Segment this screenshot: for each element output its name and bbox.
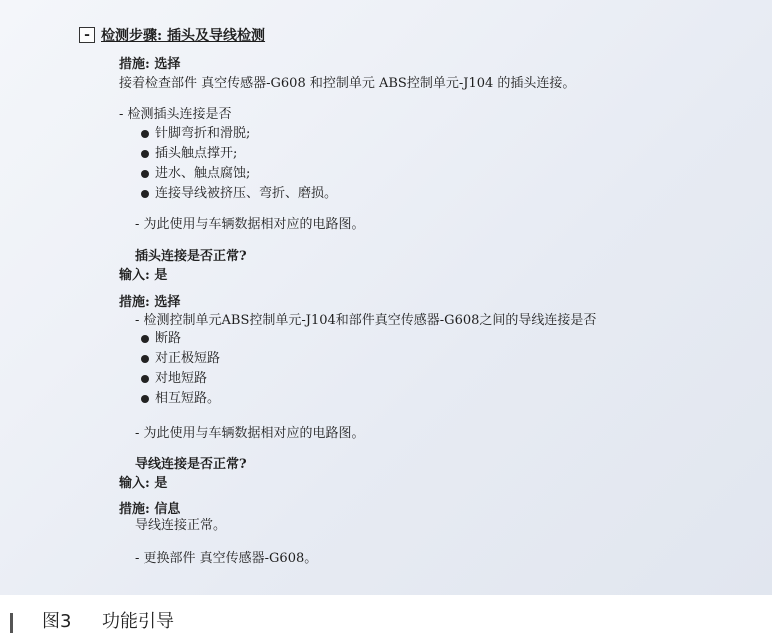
step1-label: 措施: 选择	[119, 57, 181, 72]
step2-question: 导线连接是否正常?	[135, 457, 247, 472]
bullet-icon	[141, 395, 149, 403]
step2-check-title: - 检测控制单元ABS控制单元-J104和部件真空传感器-G608之间的导线连接是否	[135, 313, 597, 328]
list-item: 连接导线被挤压、弯折、磨损。	[141, 185, 337, 203]
step1-note: - 为此使用与车辆数据相对应的电路图。	[135, 217, 365, 232]
step1-text: 接着检查部件 真空传感器-G608 和控制单元 ABS控制单元-J104 的插头连接。	[119, 76, 576, 91]
figure-number: 图3	[42, 611, 72, 632]
bullet-icon	[141, 355, 149, 363]
step1-check-title: - 检测插头连接是否	[119, 107, 232, 122]
bullet-icon	[141, 130, 149, 138]
step2-note: - 为此使用与车辆数据相对应的电路图。	[135, 426, 365, 441]
caption-bar	[10, 613, 13, 633]
list-item: 针脚弯折和滑脱;	[141, 125, 337, 143]
list-item: 对地短路	[141, 370, 220, 388]
list-item: 对正极短路	[141, 350, 220, 368]
list-item: 相互短路。	[141, 390, 220, 408]
bullet-icon	[141, 170, 149, 178]
figure-caption	[0, 595, 772, 641]
bullet-icon	[141, 190, 149, 198]
list-item: 断路	[141, 330, 220, 348]
step2-bullet-list	[141, 330, 220, 410]
step2-label: 措施: 选择	[119, 295, 181, 310]
bullet-icon	[141, 335, 149, 343]
section-header	[79, 25, 265, 45]
step3-text: 导线连接正常。	[135, 518, 227, 533]
bullet-icon	[141, 150, 149, 158]
step3-label: 措施: 信息	[119, 502, 181, 517]
list-item: 进水、触点腐蚀;	[141, 165, 337, 183]
step3-action: - 更换部件 真空传感器-G608。	[135, 551, 318, 566]
figure-title: 功能引导	[102, 611, 174, 632]
collapse-toggle-button[interactable]: -	[79, 27, 95, 43]
section-title: 检测步骤: 插头及导线检测	[101, 28, 266, 44]
step1-bullet-list	[141, 125, 337, 205]
bullet-icon	[141, 375, 149, 383]
list-item: 插头触点撑开;	[141, 145, 337, 163]
step2-input: 输入: 是	[119, 476, 168, 491]
step1-question: 插头连接是否正常?	[135, 249, 247, 264]
step1-input: 输入: 是	[119, 268, 168, 283]
